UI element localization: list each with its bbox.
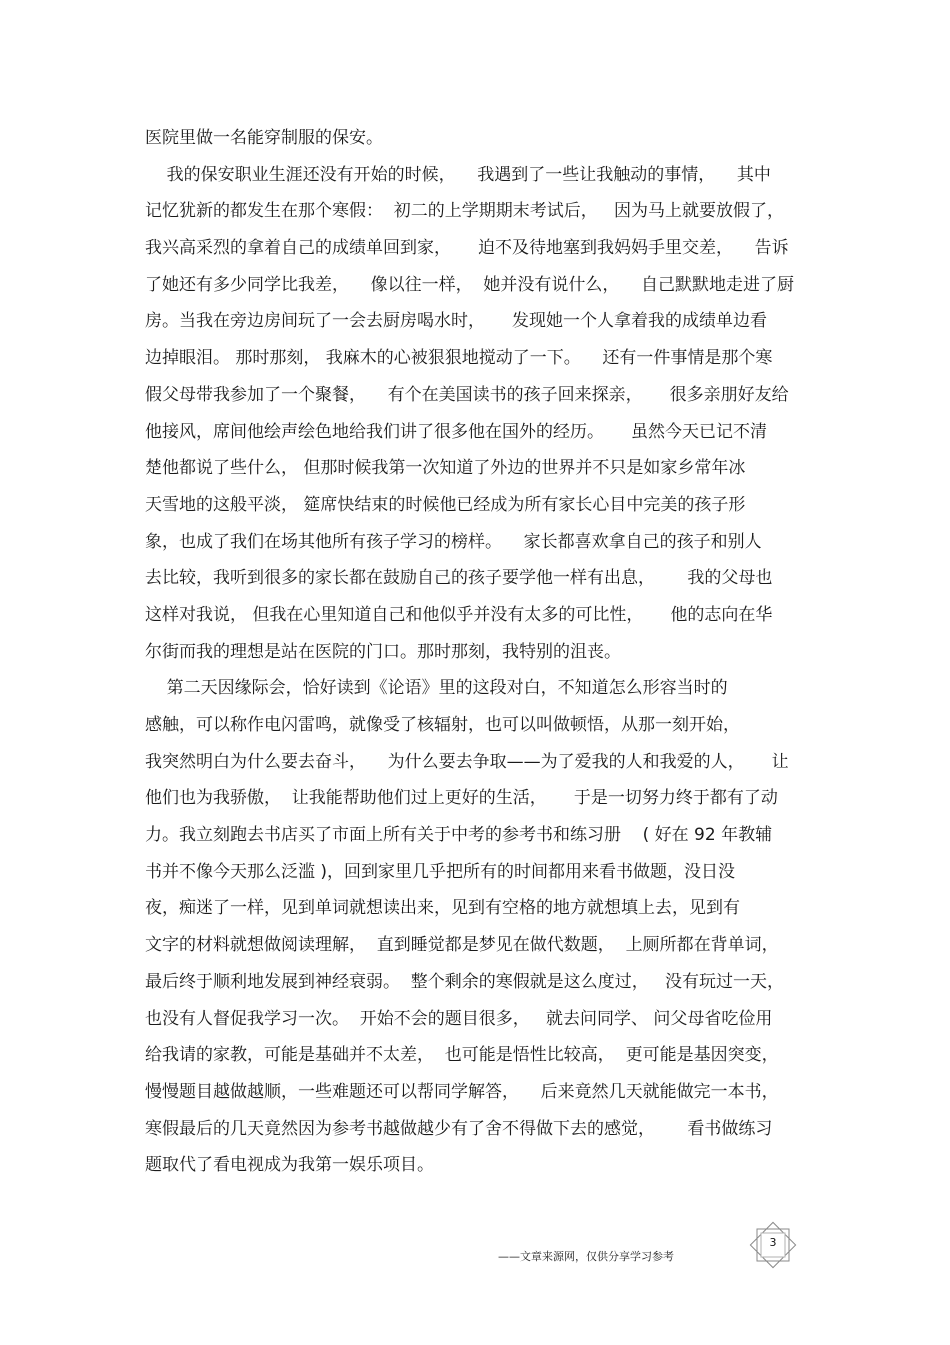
text-line: 房。当我在旁边房间玩了一会去厨房喝水时， 发现她一个人拿着我的成绩单边看 <box>145 311 768 332</box>
source-note: ——文章来源网，仅供分享学习参考 <box>498 1250 674 1263</box>
text-line: 象，也成了我们在场其他所有孩子学习的榜样。 家长都喜欢拿自己的孩子和别人 <box>145 531 762 552</box>
text-line: 假父母带我参加了一个聚餐， 有个在美国读书的孩子回来探亲， 很多亲朋好友给 <box>145 384 789 405</box>
text-line: 力。我立刻跑去书店买了市面上所有关于中考的参考书和练习册 ( 好在 92 年教辅 <box>145 825 773 846</box>
text-line: 他们也为我骄傲， 让我能帮助他们过上更好的生活， 于是一切努力终于都有了动 <box>145 788 778 809</box>
text-line: 文字的材料就想做阅读理解， 直到睡觉都是梦见在做代数题， 上厕所都在背单词， <box>145 935 779 956</box>
text-line: 他接风，席间他绘声绘色地给我们讲了很多他在国外的经历。 虽然今天已记不清 <box>145 421 768 442</box>
text-line: 给我请的家教，可能是基础并不太差， 也可能是悟性比较高， 更可能是基因突变， <box>145 1045 779 1066</box>
text-line: 题取代了看电视成为我第一娱乐项目。 <box>145 1155 434 1176</box>
text-line: 了她还有多少同学比我差， 像以往一样， 她并没有说什么， 自己默默地走进了厨 <box>145 274 795 295</box>
text-line: 第二天因缘际会，恰好读到《论语》里的这段对白，不知道怎么形容当时的 <box>145 678 728 699</box>
text-line: 书并不像今天那么泛滥 )，回到家里几乎把所有的时间都用来看书做题，没日没 <box>145 861 736 882</box>
text-line: 这样对我说， 但我在心里知道自己和他似乎并没有太多的可比性， 他的志向在华 <box>145 604 773 625</box>
text-line: 楚他都说了些什么， 但那时候我第一次知道了外边的世界并不只是如家乡常年冰 <box>145 458 746 479</box>
text-line: 记忆犹新的都发生在那个寒假： 初二的上学期期末考试后， 因为马上就要放假了， <box>145 201 785 222</box>
text-line: 我突然明白为什么要去奋斗， 为什么要去争取——为了爱我的人和我爱的人， 让 <box>145 751 789 772</box>
text-line: 我兴高采烈的拿着自己的成绩单回到家， 迫不及待地塞到我妈妈手里交差， 告诉 <box>145 238 789 259</box>
text-line: 去比较，我听到很多的家长都在鼓励自己的孩子要学他一样有出息， 我的父母也 <box>145 568 773 589</box>
text-line: 天雪地的这般平淡， 筵席快结束的时候他已经成为所有家长心目中完美的孩子形 <box>145 494 746 515</box>
text-line: 也没有人督促我学习一次。 开始不会的题目很多， 就去问同学、 问父母省吃俭用 <box>145 1008 773 1029</box>
body-text <box>145 120 815 1184</box>
text-line: 寒假最后的几天竟然因为参考书越做越少有了舍不得做下去的感觉， 看书做练习 <box>145 1118 773 1139</box>
text-line: 边掉眼泪。 那时那刻， 我麻木的心被狠狠地搅动了一下。 还有一件事情是那个寒 <box>145 348 773 369</box>
text-line: 最后终于顺利地发展到神经衰弱。 整个剩余的寒假就是这么度过， 没有玩过一天， <box>145 971 785 992</box>
text-line: 尔街而我的理想是站在医院的门口。那时那刻，我特别的沮丧。 <box>145 641 621 662</box>
text-line: 慢慢题目越做越顺，一些难题还可以帮同学解答， 后来竟然几天就能做完一本书， <box>145 1081 779 1102</box>
text-line: 感触，可以称作电闪雷鸣，就像受了核辐射，也可以叫做顿悟，从那一刻开始， <box>145 715 740 735</box>
page-number: 3 <box>769 1236 777 1249</box>
text-line: 夜，痴迷了一样，见到单词就想读出来，见到有空格的地方就想填上去，见到有 <box>145 898 740 919</box>
page-number-badge <box>748 1220 798 1270</box>
text-line: 医院里做一名能穿制服的保安。 <box>145 128 383 148</box>
text-line: 我的保安职业生涯还没有开始的时候， 我遇到了一些让我触动的事情， 其中 <box>145 164 771 185</box>
